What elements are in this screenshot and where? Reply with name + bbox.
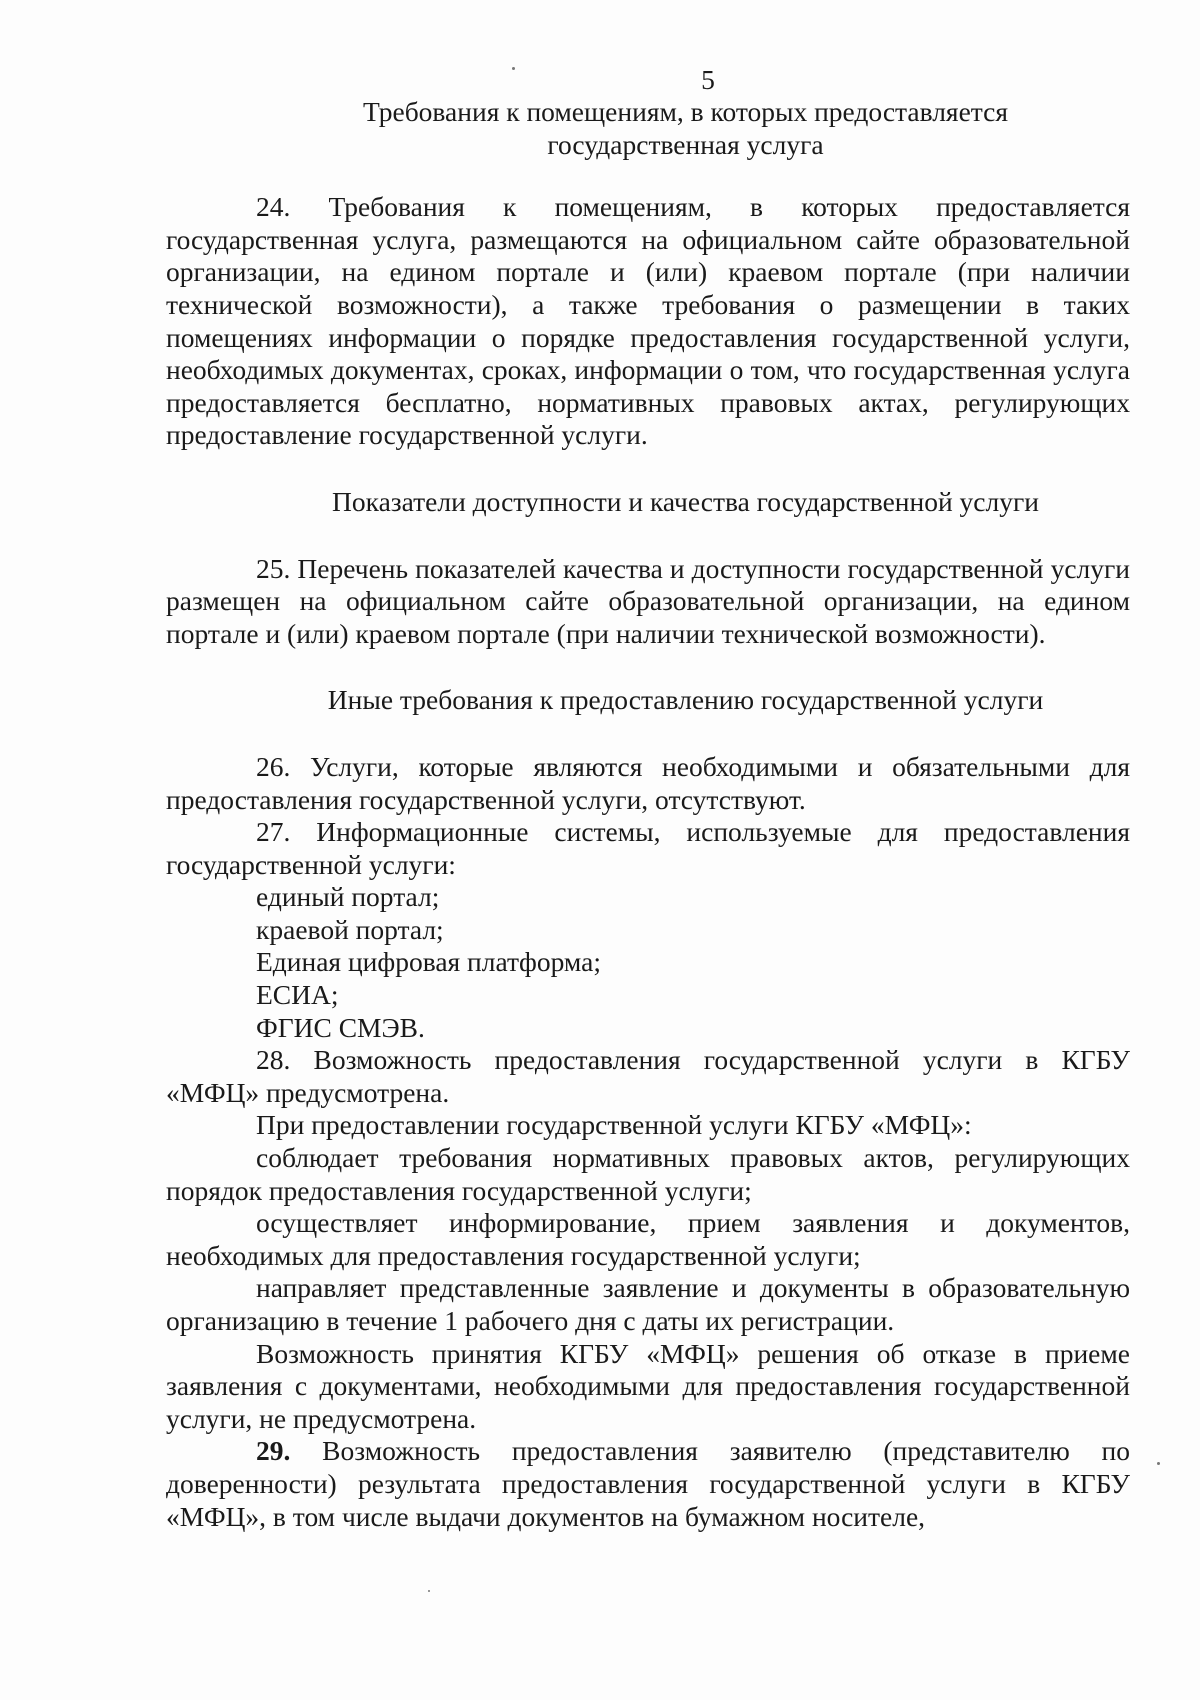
paragraph-28-refusal: Возможность принятия КГБУ «МФЦ» решения об отказе в приеме заявления с документами, необходимыми для предоставления государственной услуги, не предусмотрена. xyxy=(166,1337,1130,1434)
paragraph-24: 24. Требования к помещениям, в которых предоставляется государственная услуга, размещаются на официальном сайте образовательной организации, на едином портале и (или) краевом портале (при наличии технической возможности), а также требования о размещении в таких помещениях информации о порядке предоставления государственной услуги, необходимых документах, сроках, информации о том, что государственная услуга предоставляется бесплатно, нормативных правовых актах, регулирующих предоставление государственной услуги. xyxy=(166,191,1130,451)
page-number: 5 xyxy=(701,64,715,95)
heading-line: Требования к помещениям, в которых предоставляется xyxy=(362,96,1008,127)
scan-speck xyxy=(1157,1462,1160,1465)
system-list-item: ФГИС СМЭВ. xyxy=(256,1011,425,1043)
system-list-item: ЕСИА; xyxy=(256,979,339,1011)
paragraph-28-duty-c: направляет представленные заявление и документы в образовательную организацию в течение 1 рабочего дня с даты их регистрации. xyxy=(166,1272,1130,1336)
paragraph-29 xyxy=(166,1435,1130,1533)
paragraph-28: 28. Возможность предоставления государственной услуги в КГБУ «МФЦ» предусмотрена. xyxy=(166,1044,1130,1108)
system-list-item: единый портал; xyxy=(256,881,440,913)
paragraph-28-duty-a: соблюдает требования нормативных правовых актов, регулирующих порядок предоставления государственной услуги; xyxy=(166,1142,1130,1206)
paragraph-29-text: Возможность предоставления заявителю (представителю по доверенности) результата предоставления государственной услуги в КГБУ «МФЦ», в том числе выдачи документов на бумажном носителе, xyxy=(166,1435,1130,1532)
heading-line: государственная услуга xyxy=(547,128,824,160)
paragraph-28-duty-b: осуществляет информирование, прием заявления и документов, необходимых для предоставления государственной услуги; xyxy=(166,1207,1130,1271)
section-heading-other: Иные требования к предоставлению государственной услуги xyxy=(327,684,1044,716)
system-list-item: краевой портал; xyxy=(256,913,444,945)
system-list-item: Единая цифровая платформа; xyxy=(256,946,601,978)
paragraph-25: 25. Перечень показателей качества и доступности государственной услуги размещен на официальном сайте образовательной организации, на едином портале и (или) краевом портале (при наличии технической возможности). xyxy=(166,552,1130,649)
document-content xyxy=(166,64,1130,1533)
scan-speck xyxy=(428,1590,430,1592)
section-heading-quality: Показатели доступности и качества государственной услуги xyxy=(332,485,1039,517)
paragraph-26: 26. Услуги, которые являются необходимыми и обязательными для предоставления государственной услуги, отсутствуют. xyxy=(166,750,1130,815)
paragraph-29-number: 29. xyxy=(256,1435,291,1467)
paragraph-28-intro: При предоставлении государственной услуги КГБУ «МФЦ»: xyxy=(256,1109,972,1141)
paragraph-27: 27. Информационные системы, используемые для предоставления государственной услуги: xyxy=(166,816,1130,880)
section-heading-premises xyxy=(166,96,1130,161)
